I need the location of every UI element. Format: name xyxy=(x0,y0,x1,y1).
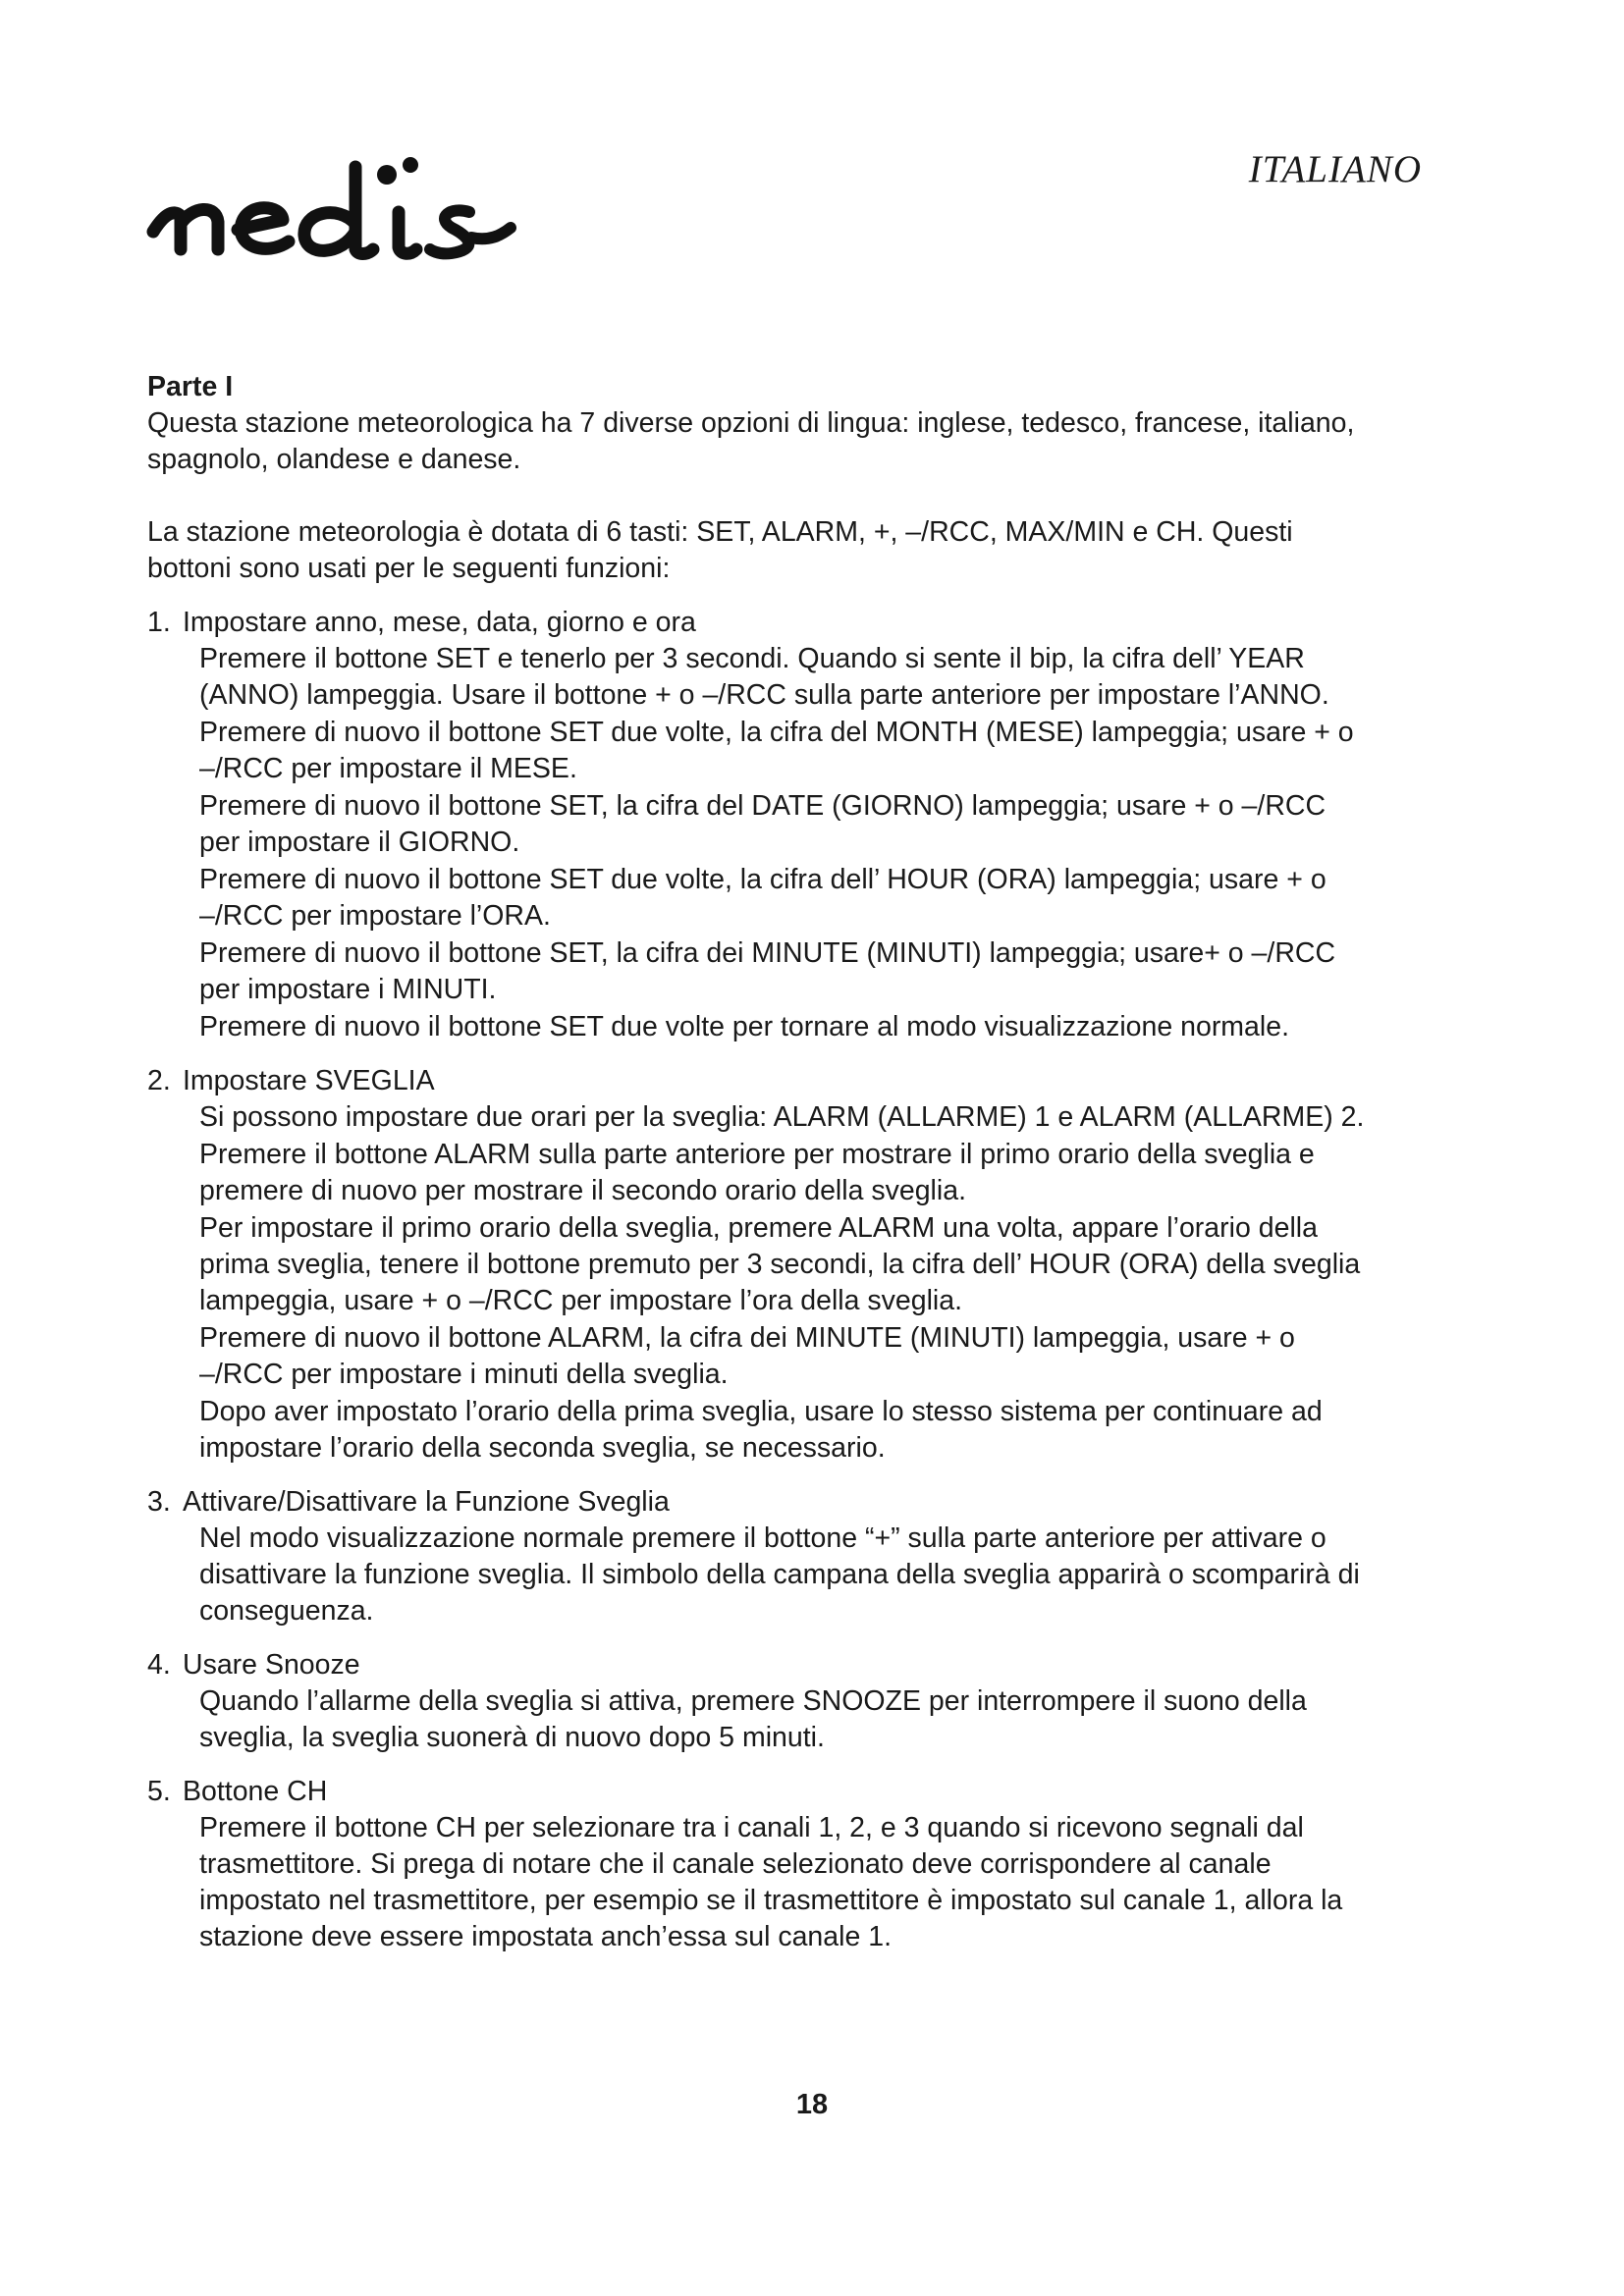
step-paragraph: Premere di nuovo il bottone SET due volte per tornare al modo visualizzazione normale. xyxy=(199,1011,1289,1042)
step-body xyxy=(147,1099,1365,1467)
instruction-steps xyxy=(147,605,1365,1955)
step-number: 1. xyxy=(147,607,171,638)
step-number: 3. xyxy=(147,1486,171,1518)
step-paragraph: Quando l’allarme della sveglia si attiva, premere SNOOZE per interrompere il suono della sveglia, la sveglia suonerà di nuovo dopo 5 minuti. xyxy=(199,1685,1307,1753)
step-paragraph: Premere di nuovo il bottone SET due volte, la cifra del MONTH (MESE) lampeggia; usare + o –/RCC per impostare il MESE. xyxy=(199,717,1354,784)
page-content xyxy=(147,369,1365,1973)
language-label: ITALIANO xyxy=(1248,148,1422,190)
step-item xyxy=(147,1484,1365,1629)
step-body xyxy=(147,641,1365,1045)
step-title: Impostare anno, mese, data, giorno e ora xyxy=(183,607,696,638)
nedis-logo-wordmark xyxy=(145,147,577,275)
step-number: 4. xyxy=(147,1649,171,1681)
step-paragraph: Premere di nuovo il bottone ALARM, la cifra dei MINUTE (MINUTI) lampeggia, usare + o –/RCC per impostare i minuti della sveglia. xyxy=(199,1322,1295,1390)
step-title: Attivare/Disattivare la Funzione Sveglia xyxy=(183,1486,670,1518)
step-item xyxy=(147,1774,1365,1955)
step-number: 2. xyxy=(147,1065,171,1096)
step-body xyxy=(147,1683,1365,1756)
step-paragraph: Nel modo visualizzazione normale premere il bottone “+” sulla parte anteriore per attivare o disattivare la funzione sveglia. Il simbolo della campana della sveglia apparirà o scomparirà di conseguenza. xyxy=(199,1522,1360,1627)
step-paragraph: Premere il bottone CH per selezionare tra i canali 1, 2, e 3 quando si ricevono segnali dal trasmettitore. Si prega di notare che il canale selezionato deve corrispondere al canale impostato nel trasmettitore, per esempio se il trasmettitore è impostato sul canale 1, allora la stazione deve essere impostata anch’essa sul canale 1. xyxy=(199,1812,1343,1952)
step-item xyxy=(147,1063,1365,1467)
step-number: 5. xyxy=(147,1776,171,1807)
page-number: 18 xyxy=(795,2089,829,2120)
step-body xyxy=(147,1810,1365,1955)
step-paragraph: Per impostare il primo orario della sveglia, premere ALARM una volta, appare l’orario della prima sveglia, tenere il bottone premuto per 3 secondi, la cifra dell’ HOUR (ORA) della sveglia lampeggia, usare + o –/RCC per impostare l’ora della sveglia. xyxy=(199,1212,1361,1316)
step-title: Bottone CH xyxy=(183,1776,328,1807)
step-paragraph: Premere di nuovo il bottone SET due volte, la cifra dell’ HOUR (ORA) lampeggia; usare + o –/RCC per impostare l’ORA. xyxy=(199,864,1326,932)
step-item xyxy=(147,1647,1365,1756)
step-paragraph: Premere di nuovo il bottone SET, la cifra dei MINUTE (MINUTI) lampeggia; usare+ o –/RCC per impostare i MINUTI. xyxy=(199,937,1336,1005)
intro-paragraph: Questa stazione meteorologica ha 7 diverse opzioni di lingua: inglese, tedesco, francese, italiano, spagnolo, olandese e danese. xyxy=(147,407,1355,475)
buttons-paragraph: La stazione meteorologia è dotata di 6 tasti: SET, ALARM, +, –/RCC, MAX/MIN e CH. Questi bottoni sono usati per le seguenti funzioni: xyxy=(147,516,1293,584)
section-title: Parte I xyxy=(147,371,234,402)
step-item xyxy=(147,605,1365,1045)
step-paragraph: Dopo aver impostato l’orario della prima sveglia, usare lo stesso sistema per continuare ad impostare l’orario della seconda sveglia, se necessario. xyxy=(199,1396,1323,1464)
step-title: Usare Snooze xyxy=(183,1649,360,1681)
step-body xyxy=(147,1521,1365,1629)
nedis-logo xyxy=(145,147,577,275)
step-paragraph: Premere il bottone ALARM sulla parte anteriore per mostrare il primo orario della sveglia e premere di nuovo per mostrare il secondo orario della sveglia. xyxy=(199,1139,1315,1206)
step-title: Impostare SVEGLIA xyxy=(183,1065,435,1096)
step-paragraph: Premere il bottone SET e tenerlo per 3 secondi. Quando si sente il bip, la cifra dell’ YEAR (ANNO) lampeggia. Usare il bottone + o –/RCC sulla parte anteriore per impostare l’ANNO. xyxy=(199,643,1329,711)
step-paragraph: Premere di nuovo il bottone SET, la cifra del DATE (GIORNO) lampeggia; usare + o –/RCC per impostare il GIORNO. xyxy=(199,790,1326,858)
step-paragraph: Si possono impostare due orari per la sveglia: ALARM (ALLARME) 1 e ALARM (ALLARME) 2. xyxy=(199,1101,1365,1133)
